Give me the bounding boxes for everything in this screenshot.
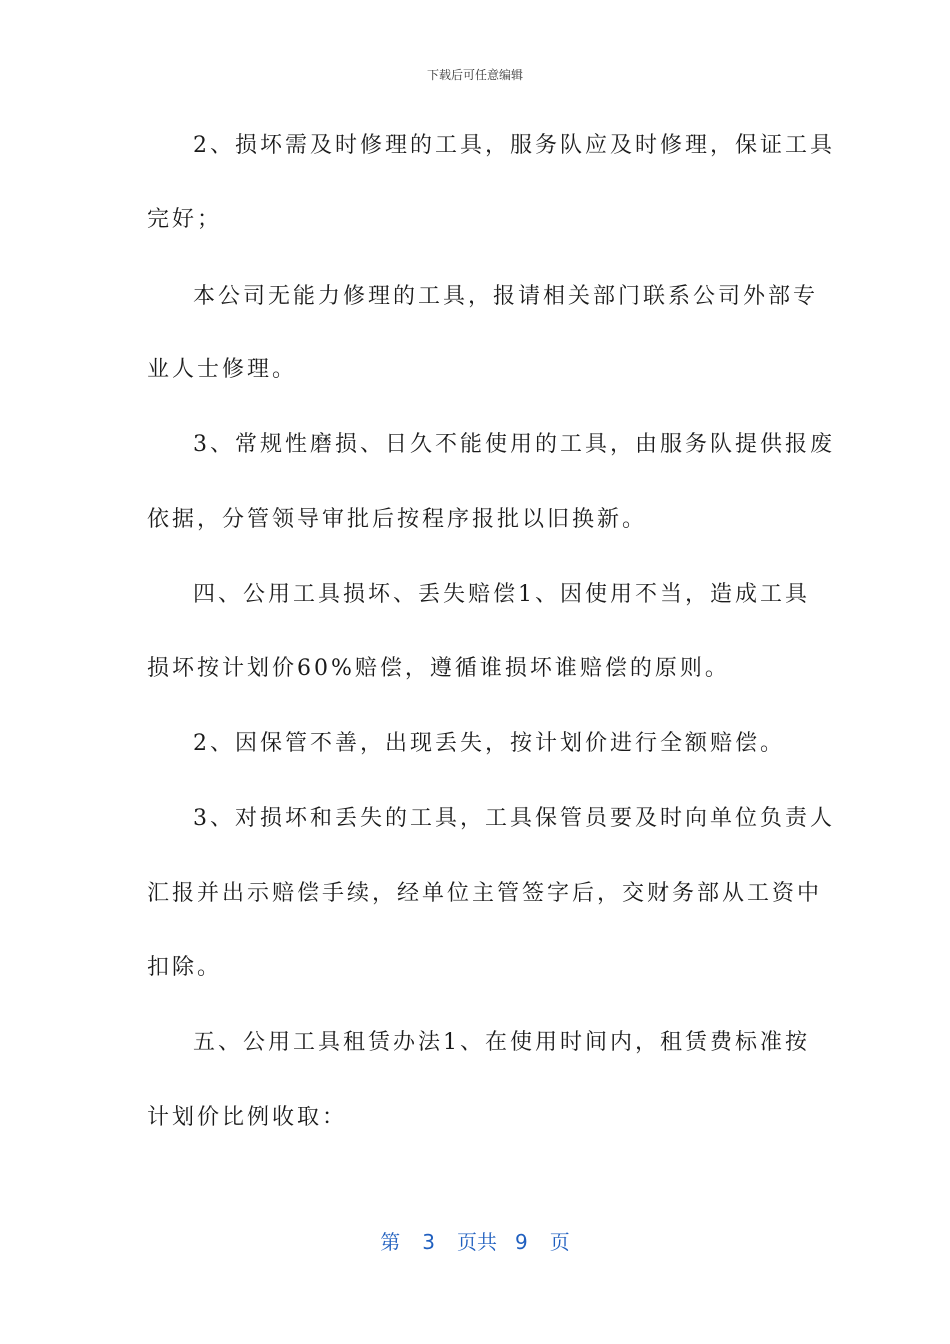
page-footer bbox=[0, 1226, 950, 1255]
footer-prefix: 第 bbox=[380, 1230, 401, 1254]
total-pages-number: 9 bbox=[515, 1230, 528, 1254]
paragraph-line: 3、对损坏和丢失的工具，工具保管员要及时向单位负责人 bbox=[193, 806, 835, 831]
paragraph-line: 四、公用工具损坏、丢失赔偿1、因使用不当，造成工具 bbox=[193, 582, 810, 607]
paragraph-line: 业人士修理。 bbox=[147, 357, 298, 382]
page-header: 下载后可任意编辑 bbox=[426, 68, 523, 82]
paragraph-line: 汇报并出示赔偿手续，经单位主管签字后，交财务部从工资中 bbox=[147, 881, 823, 906]
paragraph-line: 2、因保管不善，出现丢失，按计划价进行全额赔偿。 bbox=[193, 731, 785, 756]
paragraph-line: 2、损坏需及时修理的工具，服务队应及时修理，保证工具 bbox=[193, 133, 835, 158]
current-page-number: 3 bbox=[422, 1230, 435, 1254]
paragraph-line: 依据，分管领导审批后按程序报批以旧换新。 bbox=[147, 507, 648, 532]
paragraph-line: 五、公用工具租赁办法1、在使用时间内，租赁费标准按 bbox=[193, 1030, 810, 1055]
paragraph-line: 本公司无能力修理的工具，报请相关部门联系公司外部专 bbox=[193, 284, 819, 309]
footer-suffix: 页 bbox=[549, 1230, 570, 1254]
footer-middle: 页共 bbox=[457, 1230, 497, 1254]
paragraph-line: 计划价比例收取： bbox=[147, 1105, 348, 1130]
paragraph-line: 完好； bbox=[147, 207, 223, 232]
paragraph-line: 损坏按计划价60%赔偿，遵循谁损坏谁赔偿的原则。 bbox=[147, 656, 730, 681]
paragraph-line: 扣除。 bbox=[147, 955, 223, 980]
paragraph-line: 3、常规性磨损、日久不能使用的工具，由服务队提供报废 bbox=[193, 432, 835, 457]
